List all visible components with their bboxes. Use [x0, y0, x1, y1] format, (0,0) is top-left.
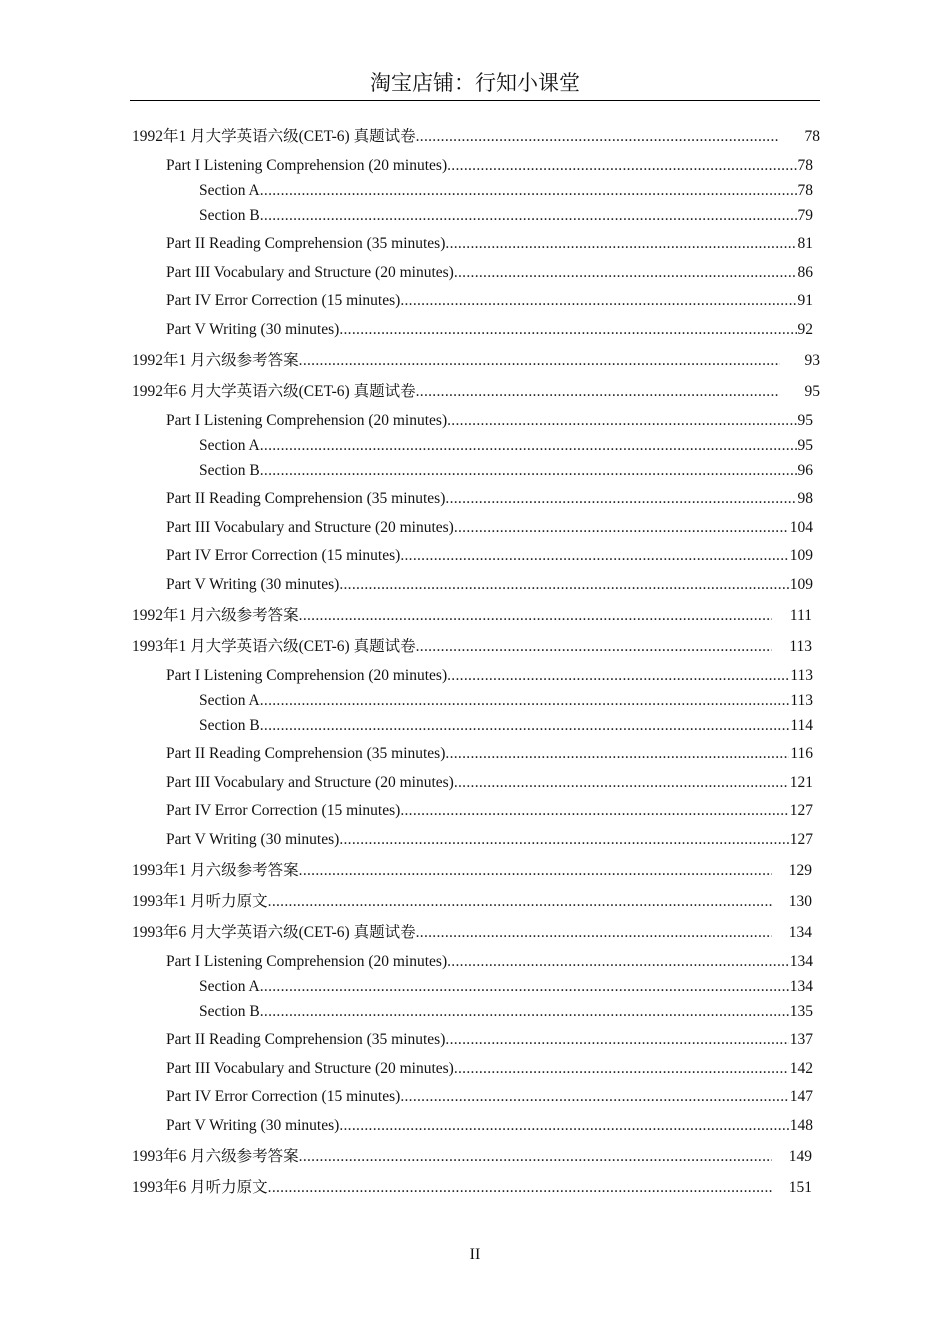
- toc-entry-page: 135: [789, 1003, 813, 1020]
- toc-chapter-entry[interactable]: [132, 350, 820, 372]
- toc-chapter-entry[interactable]: [132, 1177, 812, 1199]
- toc-section-entry[interactable]: [199, 205, 813, 227]
- toc-part-entry[interactable]: [166, 951, 813, 973]
- toc-section-entry[interactable]: [199, 715, 813, 737]
- toc-entry-page: 109: [789, 576, 813, 593]
- toc-leader-dots: [339, 319, 796, 341]
- toc-entry-title: Part I Listening Comprehension (20 minutes): [166, 157, 448, 174]
- toc-chapter-entry[interactable]: [132, 922, 812, 944]
- toc-entry-page: 113: [790, 667, 813, 684]
- toc-leader-dots: [445, 743, 789, 765]
- toc-entry-title: Section A: [199, 692, 260, 709]
- toc-entry-page: 134: [788, 924, 812, 941]
- toc-part-entry[interactable]: [166, 545, 813, 567]
- toc-entry-title: Section A: [199, 978, 260, 995]
- toc-section-entry[interactable]: [199, 1001, 813, 1023]
- toc-leader-dots: [268, 1177, 772, 1199]
- toc-leader-dots: [454, 772, 789, 794]
- toc-chapter-entry[interactable]: [132, 891, 812, 913]
- toc-entry-page: 127: [789, 831, 813, 848]
- toc-part-entry[interactable]: [166, 800, 813, 822]
- toc-entry-title: Part IV Error Correction (15 minutes): [166, 547, 401, 564]
- toc-entry-page: 134: [789, 978, 813, 995]
- toc-part-entry[interactable]: [166, 1086, 813, 1108]
- toc-entry-title: Section B: [199, 462, 260, 479]
- toc-leader-dots: [416, 922, 772, 944]
- toc-entry-title: 1992年6 月大学英语六级(CET-6) 真题试卷: [132, 383, 416, 400]
- toc-entry-page: 96: [797, 462, 813, 479]
- toc-leader-dots: [400, 545, 788, 567]
- toc-part-entry[interactable]: [166, 574, 813, 596]
- toc-entry-page: 148: [789, 1117, 813, 1134]
- toc-entry-title: Part I Listening Comprehension (20 minutes): [166, 667, 448, 684]
- toc-part-entry[interactable]: [166, 665, 813, 687]
- toc-leader-dots: [400, 800, 788, 822]
- toc-entry-title: Part III Vocabulary and Structure (20 minutes): [166, 1060, 454, 1077]
- toc-leader-dots: [260, 690, 790, 712]
- toc-leader-dots: [260, 205, 797, 227]
- toc-entry-page: 95: [797, 437, 813, 454]
- toc-chapter-entry[interactable]: [132, 636, 812, 658]
- toc-leader-dots: [299, 350, 780, 372]
- toc-entry-title: Part IV Error Correction (15 minutes): [166, 1088, 401, 1105]
- toc-entry-page: 142: [789, 1060, 813, 1077]
- toc-entry-title: Part III Vocabulary and Structure (20 minutes): [166, 264, 454, 281]
- toc-entry-page: 130: [788, 893, 812, 910]
- toc-entry-page: 92: [797, 321, 813, 338]
- toc-chapter-entry[interactable]: [132, 860, 812, 882]
- toc-part-entry[interactable]: [166, 517, 813, 539]
- toc-leader-dots: [260, 180, 797, 202]
- toc-leader-dots: [260, 1001, 789, 1023]
- toc-entry-page: 149: [788, 1148, 812, 1165]
- toc-part-entry[interactable]: [166, 155, 813, 177]
- toc-entry-title: Part V Writing (30 minutes): [166, 1117, 340, 1134]
- toc-leader-dots: [454, 517, 789, 539]
- toc-part-entry[interactable]: [166, 233, 813, 255]
- toc-leader-dots: [416, 126, 780, 148]
- toc-entry-title: 1992年1 月六级参考答案: [132, 352, 299, 369]
- toc-leader-dots: [454, 1058, 789, 1080]
- toc-entry-title: 1993年6 月大学英语六级(CET-6) 真题试卷: [132, 924, 416, 941]
- toc-leader-dots: [299, 605, 772, 627]
- toc-chapter-entry[interactable]: [132, 1146, 812, 1168]
- toc-leader-dots: [445, 233, 796, 255]
- toc-part-entry[interactable]: [166, 829, 813, 851]
- toc-part-entry[interactable]: [166, 743, 813, 765]
- toc-entry-title: Part II Reading Comprehension (35 minutes): [166, 1031, 446, 1048]
- toc-entry-page: 137: [789, 1031, 813, 1048]
- toc-entry-title: Part I Listening Comprehension (20 minutes): [166, 412, 448, 429]
- toc-section-entry[interactable]: [199, 180, 813, 202]
- toc-leader-dots: [416, 636, 772, 658]
- toc-leader-dots: [260, 460, 797, 482]
- toc-entry-title: Part II Reading Comprehension (35 minutes): [166, 490, 446, 507]
- toc-part-entry[interactable]: [166, 410, 813, 432]
- toc-part-entry[interactable]: [166, 290, 813, 312]
- toc-leader-dots: [447, 410, 796, 432]
- toc-entry-page: 121: [789, 774, 813, 791]
- toc-entry-page: 91: [797, 292, 813, 309]
- toc-leader-dots: [299, 1146, 772, 1168]
- toc-entry-title: Part III Vocabulary and Structure (20 minutes): [166, 519, 454, 536]
- toc-leader-dots: [454, 262, 797, 284]
- page-header-title: 淘宝店铺：行知小课堂: [130, 66, 820, 101]
- toc-leader-dots: [447, 951, 789, 973]
- toc-entry-page: 113: [789, 638, 812, 655]
- toc-entry-page: 151: [788, 1179, 812, 1196]
- toc-entry-page: 81: [797, 235, 813, 252]
- toc-entry-title: 1993年1 月六级参考答案: [132, 862, 299, 879]
- toc-part-entry[interactable]: [166, 319, 813, 341]
- toc-entry-page: 114: [790, 717, 813, 734]
- toc-entry-page: 109: [789, 547, 813, 564]
- toc-leader-dots: [339, 829, 788, 851]
- toc-entry-title: 1993年6 月六级参考答案: [132, 1148, 299, 1165]
- toc-entry-title: Section B: [199, 717, 260, 734]
- toc-chapter-entry[interactable]: [132, 126, 820, 148]
- page-number: II: [469, 1246, 481, 1263]
- toc-section-entry[interactable]: [199, 976, 813, 998]
- toc-part-entry[interactable]: [166, 262, 813, 284]
- toc-entry-page: 129: [788, 862, 812, 879]
- toc-leader-dots: [416, 381, 780, 403]
- toc-entry-page: 95: [804, 383, 820, 400]
- toc-entry-title: Section B: [199, 1003, 260, 1020]
- toc-leader-dots: [445, 488, 796, 510]
- toc-leader-dots: [260, 976, 789, 998]
- toc-entry-title: Section B: [199, 207, 260, 224]
- toc-chapter-entry[interactable]: [132, 381, 820, 403]
- toc-entry-title: Part V Writing (30 minutes): [166, 831, 340, 848]
- toc-entry-page: 78: [797, 157, 813, 174]
- toc-entry-title: 1993年1 月大学英语六级(CET-6) 真题试卷: [132, 638, 416, 655]
- toc-entry-title: 1992年1 月六级参考答案: [132, 607, 299, 624]
- toc-entry-title: Section A: [199, 437, 260, 454]
- toc-leader-dots: [400, 290, 796, 312]
- toc-entry-page: 127: [789, 802, 813, 819]
- toc-entry-page: 78: [804, 128, 820, 145]
- toc-part-entry[interactable]: [166, 488, 813, 510]
- toc-leader-dots: [445, 1029, 788, 1051]
- toc-entry-page: 116: [790, 745, 813, 762]
- toc-part-entry[interactable]: [166, 1115, 813, 1137]
- toc-section-entry[interactable]: [199, 460, 813, 482]
- toc-leader-dots: [299, 860, 772, 882]
- toc-part-entry[interactable]: [166, 1029, 813, 1051]
- toc-entry-title: Part II Reading Comprehension (35 minutes): [166, 235, 446, 252]
- toc-entry-page: 86: [797, 264, 813, 281]
- toc-entry-page: 93: [804, 352, 820, 369]
- toc-entry-page: 111: [789, 607, 812, 624]
- toc-leader-dots: [339, 574, 788, 596]
- toc-leader-dots: [447, 155, 796, 177]
- toc-leader-dots: [260, 435, 797, 457]
- toc-leader-dots: [260, 715, 790, 737]
- toc-part-entry[interactable]: [166, 772, 813, 794]
- toc-entry-page: 147: [789, 1088, 813, 1105]
- toc-entry-title: Part V Writing (30 minutes): [166, 321, 340, 338]
- toc-entry-title: Part IV Error Correction (15 minutes): [166, 292, 401, 309]
- toc-entry-page: 95: [797, 412, 813, 429]
- toc-entry-title: Part II Reading Comprehension (35 minutes): [166, 745, 446, 762]
- toc-entry-page: 78: [797, 182, 813, 199]
- toc-entry-page: 98: [797, 490, 813, 507]
- toc-entry-title: Part IV Error Correction (15 minutes): [166, 802, 401, 819]
- toc-section-entry[interactable]: [199, 435, 813, 457]
- toc-entry-page: 79: [797, 207, 813, 224]
- toc-leader-dots: [268, 891, 772, 913]
- toc-entry-title: Part III Vocabulary and Structure (20 minutes): [166, 774, 454, 791]
- toc-entry-page: 113: [790, 692, 813, 709]
- toc-leader-dots: [339, 1115, 788, 1137]
- toc-entry-title: Part I Listening Comprehension (20 minutes): [166, 953, 448, 970]
- toc-leader-dots: [400, 1086, 788, 1108]
- toc-entry-title: Part V Writing (30 minutes): [166, 576, 340, 593]
- toc-entry-page: 104: [789, 519, 813, 536]
- toc-section-entry[interactable]: [199, 690, 813, 712]
- toc-entry-page: 134: [789, 953, 813, 970]
- toc-entry-title: 1993年6 月听力原文: [132, 1179, 268, 1196]
- toc-leader-dots: [447, 665, 789, 687]
- toc-entry-title: 1993年1 月听力原文: [132, 893, 268, 910]
- toc-entry-title: 1992年1 月大学英语六级(CET-6) 真题试卷: [132, 128, 416, 145]
- toc-chapter-entry[interactable]: [132, 605, 812, 627]
- toc-part-entry[interactable]: [166, 1058, 813, 1080]
- toc-entry-title: Section A: [199, 182, 260, 199]
